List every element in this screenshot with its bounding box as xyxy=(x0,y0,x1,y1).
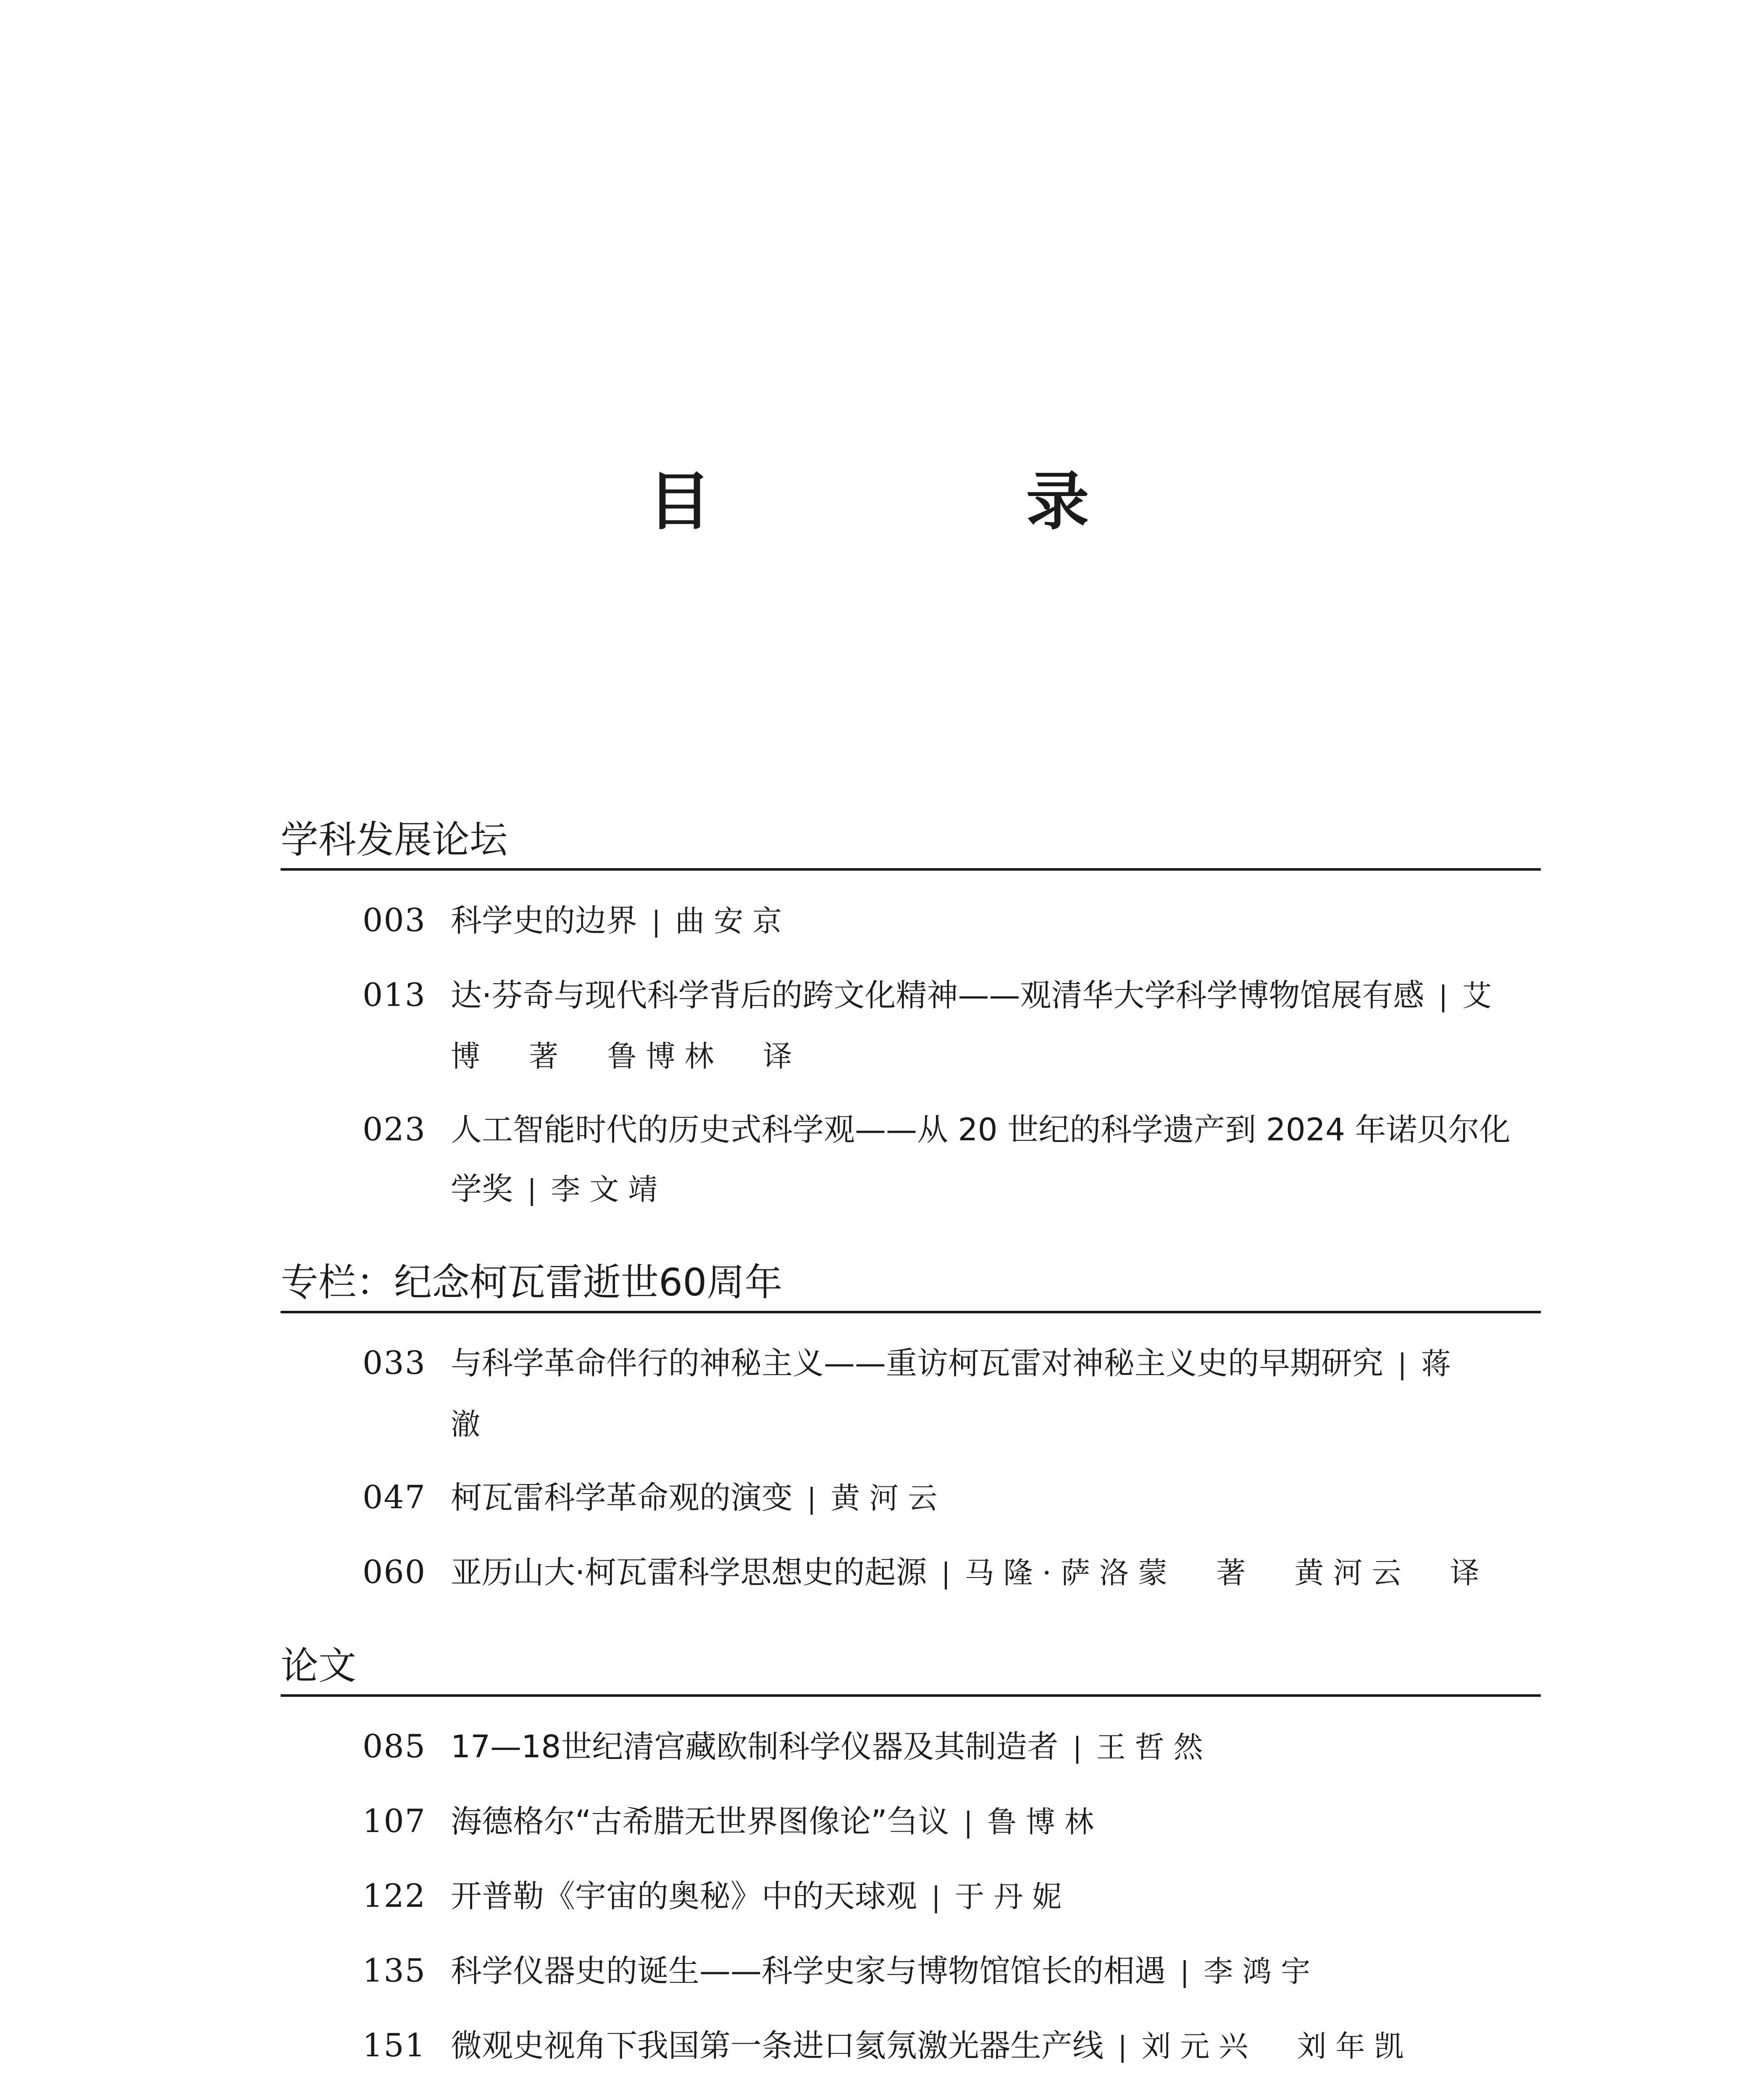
separator: | xyxy=(1438,980,1448,1013)
page-number: 023 xyxy=(363,1110,426,1148)
separator: | xyxy=(963,1806,973,1839)
separator: | xyxy=(931,1881,941,1914)
section-header: 学科发展论坛 xyxy=(281,821,1541,871)
entry-author: 鲁博林 xyxy=(987,1805,1103,1839)
entry-title: 科学史的边界 xyxy=(451,903,637,939)
page-number: 135 xyxy=(363,1952,426,1989)
toc-entry[interactable] xyxy=(281,1100,1541,1220)
entry-author: 刘元兴 刘年凯 xyxy=(1141,2029,1413,2063)
page-number: 003 xyxy=(363,901,426,939)
toc-entry[interactable] xyxy=(281,1941,1541,2002)
entry-title: 开普勒《宇宙的奥秘》中的天球观 xyxy=(451,1878,917,1914)
toc-entry[interactable] xyxy=(281,1866,1541,1927)
entry-title: 柯瓦雷科学革命观的演变 xyxy=(451,1480,793,1516)
page-number: 151 xyxy=(363,2026,426,2064)
page-number: 033 xyxy=(363,1344,426,1381)
entry-author: 李鸿宇 xyxy=(1204,1954,1320,1989)
entry-body xyxy=(451,891,1514,951)
table-of-contents xyxy=(281,818,1541,2100)
entry-title: 科学仪器史的诞生——科学史家与博物馆馆长的相遇 xyxy=(451,1953,1166,1989)
entry-title: 与科学革命伴行的神秘主义——重访柯瓦雷对神秘主义史的早期研究 xyxy=(451,1345,1383,1381)
entry-body xyxy=(451,2016,1514,2076)
entry-body xyxy=(451,1100,1514,1220)
entry-body xyxy=(451,1866,1514,1927)
toc-entry[interactable] xyxy=(281,966,1541,1086)
entry-body xyxy=(451,1941,1514,2002)
separator: | xyxy=(807,1483,817,1515)
section-papers xyxy=(281,1644,1541,2076)
entry-title: 达·芬奇与现代科学背后的跨文化精神——观清华大学科学博物馆展有感 xyxy=(451,977,1424,1013)
separator: | xyxy=(1072,1732,1082,1764)
toc-entry[interactable] xyxy=(281,1468,1541,1528)
entry-author: 李文靖 xyxy=(551,1172,667,1207)
entry-body xyxy=(451,1792,1514,1852)
entry-author: 马隆·萨洛蒙 著 黄河云 译 xyxy=(964,1556,1489,1590)
separator: | xyxy=(1180,1956,1190,1988)
page-number: 060 xyxy=(363,1553,426,1591)
page-number: 047 xyxy=(363,1478,426,1516)
entry-author: 王哲然 xyxy=(1096,1730,1212,1764)
toc-entry[interactable] xyxy=(281,1792,1541,1852)
entry-body xyxy=(451,1468,1514,1528)
page-number: 013 xyxy=(363,976,426,1013)
separator: | xyxy=(1118,2031,1127,2063)
entry-author: 蒋 澈 xyxy=(451,1347,1460,1441)
section-header: 专栏：纪念柯瓦雷逝世60周年 xyxy=(281,1264,1541,1313)
page-number: 107 xyxy=(363,1802,426,1840)
section-discipline-forum xyxy=(281,818,1541,1220)
separator: | xyxy=(941,1557,951,1590)
page-number: 122 xyxy=(363,1877,426,1914)
entry-title: 亚历山大·柯瓦雷科学思想史的起源 xyxy=(451,1554,927,1591)
toc-entry[interactable] xyxy=(281,2016,1541,2076)
entry-author: 于丹妮 xyxy=(955,1880,1071,1914)
entry-author: 曲安京 xyxy=(675,904,791,938)
toc-entry[interactable] xyxy=(281,1717,1541,1777)
section-koyre-column xyxy=(281,1260,1541,1603)
entry-author: 艾 博 著 鲁博林 译 xyxy=(451,979,1501,1074)
entry-title: 微观史视角下我国第一条进口氦氖激光器生产线 xyxy=(451,2028,1104,2064)
separator: | xyxy=(1398,1348,1407,1381)
entry-body xyxy=(451,1543,1514,1603)
entry-title: 人工智能时代的历史式科学观——从 20 世纪的科学遗产到 2024 年诺贝尔化学奖 xyxy=(451,1112,1511,1207)
entry-author: 黄河云 xyxy=(830,1481,947,1515)
separator: | xyxy=(652,906,661,938)
toc-entry[interactable] xyxy=(281,891,1541,951)
toc-entry[interactable] xyxy=(281,1543,1541,1603)
page-title: 目 录 xyxy=(648,465,1215,538)
toc-entry[interactable] xyxy=(281,1334,1541,1454)
separator: | xyxy=(527,1174,537,1206)
entry-body xyxy=(451,1334,1514,1454)
entry-body xyxy=(451,1717,1514,1777)
entry-title: 海德格尔“古希腊无世界图像论”刍议 xyxy=(451,1803,949,1840)
entry-title: 17—18世纪清宫藏欧制科学仪器及其制造者 xyxy=(451,1729,1059,1765)
section-header: 论文 xyxy=(281,1647,1541,1697)
entry-body xyxy=(451,966,1514,1086)
page-number: 085 xyxy=(363,1727,426,1765)
